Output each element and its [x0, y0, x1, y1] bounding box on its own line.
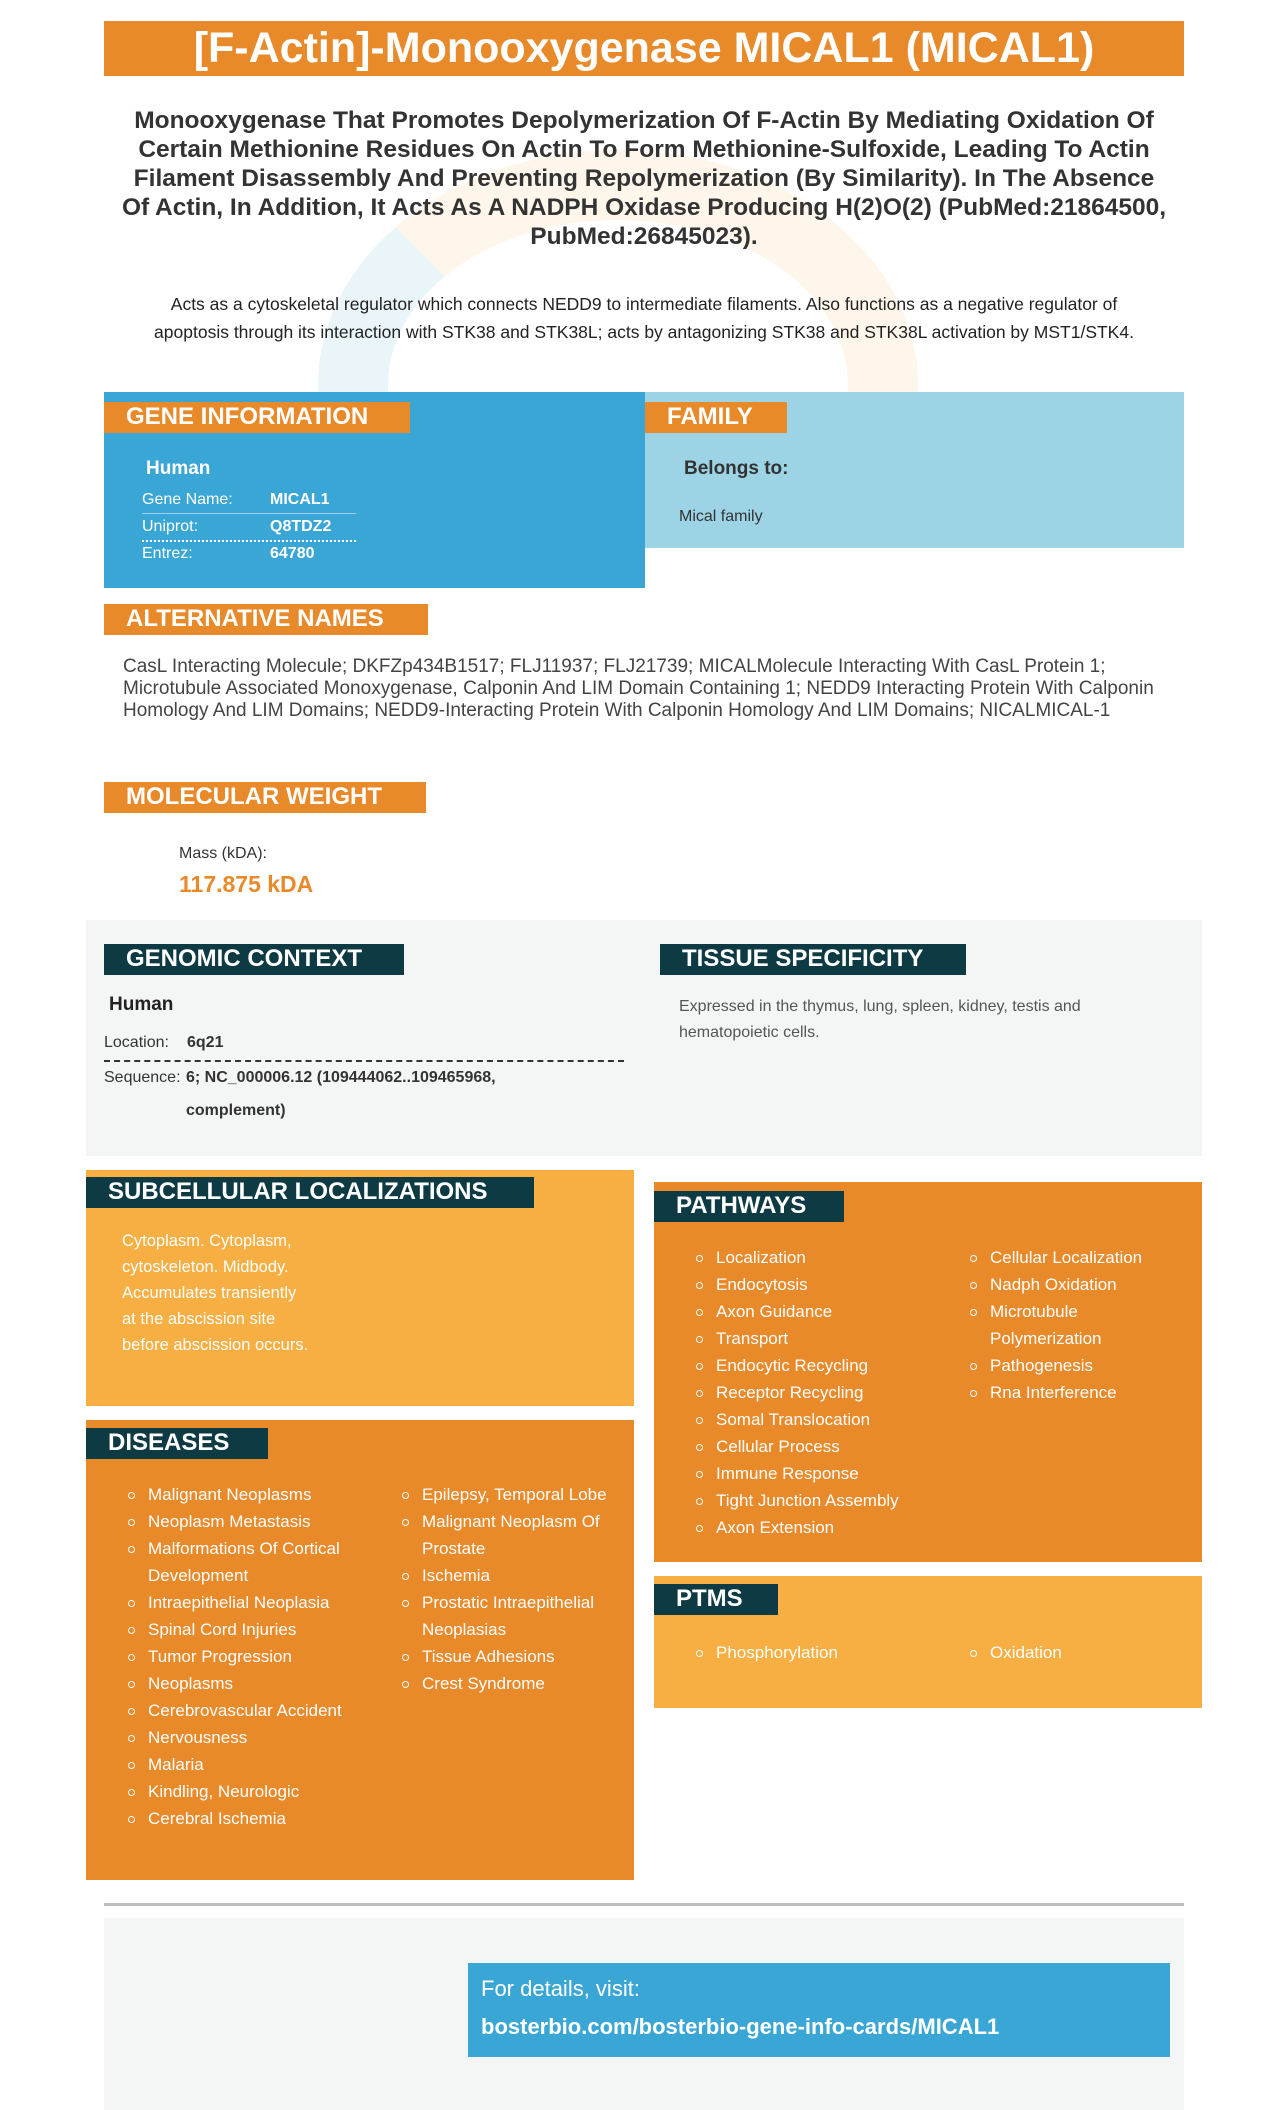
entrez-value[interactable]: 64780 [270, 545, 315, 562]
disease-item: Malignant Neoplasm Of Prostate [402, 1508, 624, 1562]
protein-function-summary: Monooxygenase That Promotes Depolymerization Of F-Actin By Mediating Oxidation Of Certain Methionine Residues On Actin To Form Methionine-Sulfoxide, Leading To Actin Filament Disassembly And Preventing Repolymerization (By Similarity). In The Absence Of Actin, In Addition, It Acts As A NADPH Oxidase Producing H(2)O(2) (PubMed:21864500, PubMed:26845023). [121, 107, 1167, 250]
pathway-item: Tight Junction Assembly [696, 1487, 956, 1514]
alternative-names-label: ALTERNATIVE NAMES [104, 604, 428, 635]
pathway-item: Transport [696, 1325, 956, 1352]
location-row [104, 1034, 624, 1062]
disease-item: Crest Syndrome [402, 1670, 624, 1697]
pathway-item: Cellular Localization [970, 1244, 1192, 1271]
subcellular-text [122, 1228, 308, 1358]
genomic-context-label: GENOMIC CONTEXT [104, 944, 404, 975]
disease-item: Tumor Progression [128, 1643, 358, 1670]
alternative-names-text: CasL Interacting Molecule; DKFZp434B1517; FLJ11937; FLJ21739; MICALMolecule Interacting With CasL Protein 1; Microtubule Associated Monoxygenase, Calponin And LIM Domain Containing 1; NEDD9 Interacting Protein With Calponin Homology And LIM Domains; NEDD9-Interacting Protein With Calponin Homology And LIM Domains; NICALMICAL-1 [123, 656, 1154, 721]
pathways-list-col2 [970, 1244, 1192, 1406]
subcellular-label: SUBCELLULAR LOCALIZATIONS [86, 1177, 534, 1208]
sequence-key: Sequence: [104, 1069, 181, 1086]
details-url-link[interactable]: bosterbio.com/bosterbio-gene-info-cards/MICAL1 [481, 2014, 1000, 2039]
pathway-item: Rna Interference [970, 1379, 1192, 1406]
footer-divider [104, 1903, 1184, 1906]
gene-name-row [142, 491, 356, 514]
pathway-item: Receptor Recycling [696, 1379, 956, 1406]
protein-description: Acts as a cytoskeletal regulator which connects NEDD9 to intermediate filaments. Also functions as a negative regulator of apoptosis through its interaction with STK38 and STK38L; acts by antagonizing STK38 and STK38L activation by MST1/STK4. [154, 294, 1134, 342]
pathway-item: Axon Guidance [696, 1298, 956, 1325]
sequence-value-line1: 6; NC_000006.12 (109444062..109465968, [186, 1069, 496, 1086]
disease-item: Malignant Neoplasms [128, 1481, 358, 1508]
disease-item: Kindling, Neurologic [128, 1778, 358, 1805]
pathway-item: Endocytic Recycling [696, 1352, 956, 1379]
location-key: Location: [104, 1034, 169, 1051]
subcellular-line: before abscission occurs. [122, 1336, 309, 1354]
sequence-value-line2: complement) [186, 1102, 286, 1119]
disease-item: Intraepithelial Neoplasia [128, 1589, 358, 1616]
disease-item: Nervousness [128, 1724, 358, 1751]
ptms-list-col1 [696, 1639, 956, 1666]
gene-species: Human [146, 458, 211, 479]
uniprot-value[interactable]: Q8TDZ2 [270, 518, 332, 535]
pathway-item: Axon Extension [696, 1514, 956, 1541]
pathway-item: Microtubule Polymerization [970, 1298, 1192, 1352]
ptms-list-col2 [970, 1639, 1170, 1666]
disease-item: Spinal Cord Injuries [128, 1616, 358, 1643]
tissue-specificity-label: TISSUE SPECIFICITY [660, 944, 966, 975]
subcellular-line: Accumulates transiently [122, 1284, 297, 1302]
family-heading: Belongs to: [684, 458, 789, 479]
entrez-key: Entrez: [142, 545, 193, 562]
family-value: Mical family [679, 508, 763, 525]
page-title: [F-Actin]-Monooxygenase MICAL1 (MICAL1) [104, 21, 1184, 76]
molecular-weight-label: MOLECULAR WEIGHT [104, 782, 426, 813]
details-intro: For details, visit: [481, 1976, 640, 2001]
pathway-item: Localization [696, 1244, 956, 1271]
family-label: FAMILY [645, 402, 787, 433]
diseases-list-col2 [402, 1481, 624, 1697]
details-link-box[interactable] [468, 1963, 1170, 2057]
disease-item: Prostatic Intraepithelial Neoplasias [402, 1589, 624, 1643]
subcellular-line: cytoskeleton. Midbody. [122, 1258, 289, 1276]
uniprot-key: Uniprot: [142, 518, 199, 535]
disease-item: Malformations Of Cortical Development [128, 1535, 358, 1589]
pathways-label: PATHWAYS [654, 1191, 844, 1222]
location-value: 6q21 [187, 1034, 224, 1051]
disease-item: Tissue Adhesions [402, 1643, 624, 1670]
pathway-item: Cellular Process [696, 1433, 956, 1460]
entrez-row [142, 545, 356, 567]
tissue-specificity-text: Expressed in the thymus, lung, spleen, kidney, testis and hematopoietic cells. [679, 998, 1081, 1041]
pathway-item: Somal Translocation [696, 1406, 956, 1433]
pathway-item: Immune Response [696, 1460, 956, 1487]
gene-name-key: Gene Name: [142, 491, 233, 508]
disease-item: Ischemia [402, 1562, 624, 1589]
pathway-item: Pathogenesis [970, 1352, 1192, 1379]
pathways-list-col1 [696, 1244, 956, 1541]
disease-item: Neoplasms [128, 1670, 358, 1697]
genomic-species: Human [109, 994, 174, 1015]
gene-name-value: MICAL1 [270, 491, 330, 508]
pathway-item: Endocytosis [696, 1271, 956, 1298]
ptms-label: PTMS [654, 1584, 778, 1615]
diseases-list-col1 [128, 1481, 358, 1832]
ptm-item: Oxidation [970, 1639, 1170, 1666]
disease-item: Neoplasm Metastasis [128, 1508, 358, 1535]
ptm-item: Phosphorylation [696, 1639, 956, 1666]
disease-item: Malaria [128, 1751, 358, 1778]
uniprot-row [142, 518, 356, 542]
mass-key: Mass (kDA): [179, 845, 267, 862]
subcellular-line: Cytoplasm. Cytoplasm, [122, 1232, 292, 1250]
disease-item: Epilepsy, Temporal Lobe [402, 1481, 624, 1508]
disease-item: Cerebral Ischemia [128, 1805, 358, 1832]
subcellular-line: at the abscission site [122, 1310, 276, 1328]
pathway-item: Nadph Oxidation [970, 1271, 1192, 1298]
gene-information-label: GENE INFORMATION [104, 402, 410, 433]
disease-item: Cerebrovascular Accident [128, 1697, 358, 1724]
diseases-label: DISEASES [86, 1428, 268, 1459]
mass-value: 117.875 kDA [179, 871, 314, 897]
